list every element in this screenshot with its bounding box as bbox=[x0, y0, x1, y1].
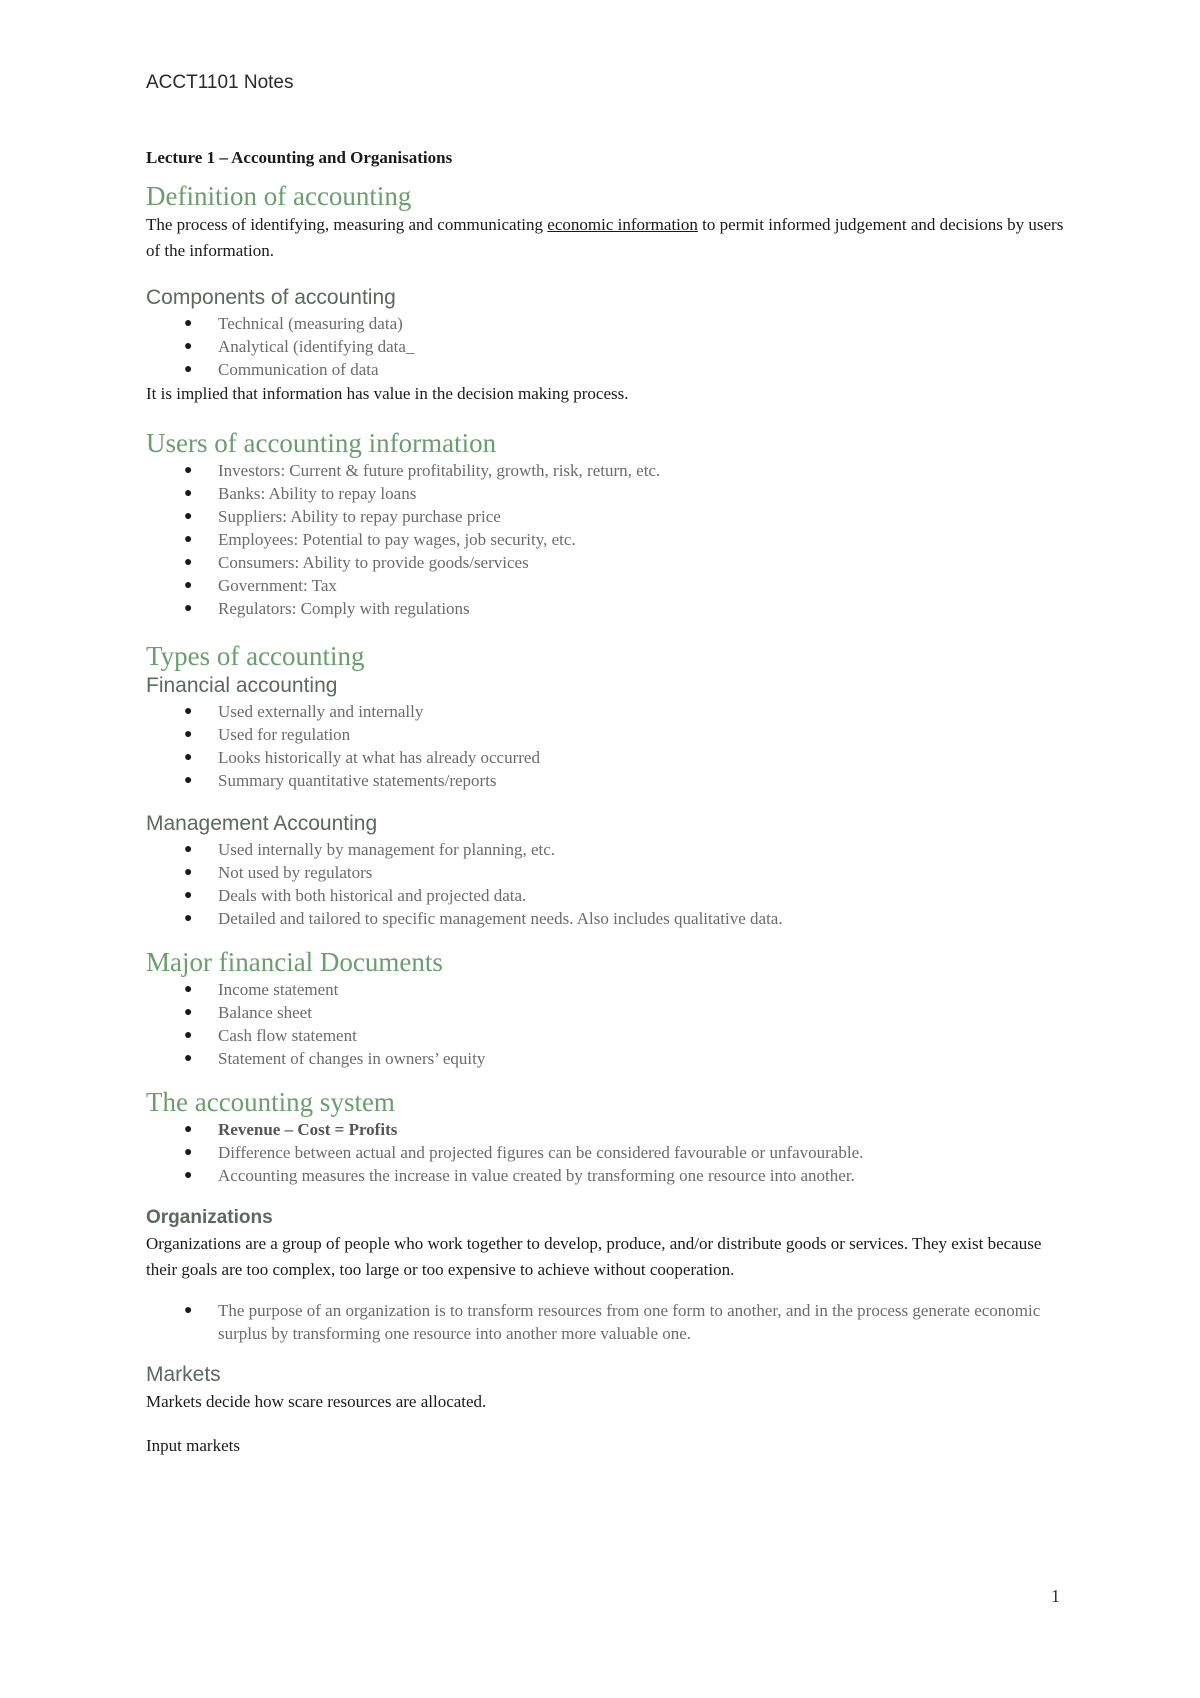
definition-text bbox=[146, 212, 1066, 264]
bullet-icon: ● bbox=[184, 842, 193, 857]
organizations-heading: Organizations bbox=[146, 1207, 273, 1228]
components-note: It is implied that information has value in the decision making process. bbox=[146, 384, 629, 403]
list-item-text: Not used by regulators bbox=[218, 863, 373, 882]
list-item bbox=[146, 907, 1066, 930]
list-item bbox=[146, 1141, 1066, 1164]
list-item-text: Banks: Ability to repay loans bbox=[218, 484, 417, 503]
list-item-text: Accounting measures the increase in value created by transforming one resource into another. bbox=[218, 1166, 855, 1185]
bullet-icon: ● bbox=[184, 509, 193, 524]
management-accounting-list bbox=[146, 838, 1066, 930]
list-item-text: Consumers: Ability to provide goods/services bbox=[218, 553, 529, 572]
list-item bbox=[146, 528, 1066, 551]
list-item-text: The purpose of an organization is to transform resources from one form to another, and in the process generate economic surplus by transforming one resource into another more valuable one. bbox=[218, 1301, 1041, 1343]
financial-accounting-list bbox=[146, 700, 1066, 792]
users-list bbox=[146, 459, 1066, 620]
bullet-icon: ● bbox=[184, 727, 193, 742]
list-item-text: Summary quantitative statements/reports bbox=[218, 771, 497, 790]
list-item bbox=[146, 505, 1066, 528]
bullet-icon: ● bbox=[184, 601, 193, 616]
list-item bbox=[146, 861, 1066, 884]
bullet-icon: ● bbox=[184, 316, 193, 331]
list-item-text: Investors: Current & future profitability, growth, risk, return, etc. bbox=[218, 461, 661, 480]
list-item-text: Communication of data bbox=[218, 360, 379, 379]
list-item-text: Statement of changes in owners’ equity bbox=[218, 1049, 486, 1068]
lecture-title: Lecture 1 – Accounting and Organisations bbox=[146, 148, 453, 167]
markets-heading: Markets bbox=[146, 1363, 221, 1386]
list-item-text: Used for regulation bbox=[218, 725, 351, 744]
bullet-icon: ● bbox=[184, 463, 193, 478]
bullet-icon: ● bbox=[184, 704, 193, 719]
list-item bbox=[146, 358, 1066, 381]
list-item bbox=[146, 574, 1066, 597]
list-item bbox=[146, 1001, 1066, 1024]
list-item-text: Government: Tax bbox=[218, 576, 337, 595]
bullet-icon: ● bbox=[184, 1051, 193, 1066]
types-heading: Types of accounting bbox=[146, 641, 365, 671]
organizations-list bbox=[146, 1299, 1066, 1345]
documents-heading: Major financial Documents bbox=[146, 947, 443, 977]
bullet-icon: ● bbox=[184, 532, 193, 547]
list-item-text: Used internally by management for planning, etc. bbox=[218, 840, 556, 859]
list-item-text: Looks historically at what has already occurred bbox=[218, 748, 540, 767]
bullet-icon: ● bbox=[184, 1168, 193, 1183]
list-item bbox=[146, 551, 1066, 574]
list-item bbox=[146, 1164, 1066, 1187]
system-heading: The accounting system bbox=[146, 1087, 395, 1117]
input-markets-text: Input markets bbox=[146, 1436, 240, 1455]
list-item-text: Employees: Potential to pay wages, job security, etc. bbox=[218, 530, 576, 549]
bullet-icon: ● bbox=[184, 750, 193, 765]
list-item-text: Revenue – Cost = Profits bbox=[218, 1120, 398, 1139]
list-item bbox=[146, 312, 1066, 335]
definition-text-part: to permit informed judgement and decisions by users of the information. bbox=[146, 215, 1064, 260]
management-accounting-heading: Management Accounting bbox=[146, 812, 378, 835]
bullet-icon: ● bbox=[184, 865, 193, 880]
list-item bbox=[146, 1299, 1066, 1345]
list-item-text: Balance sheet bbox=[218, 1003, 312, 1022]
bullet-icon: ● bbox=[184, 1145, 193, 1160]
bullet-icon: ● bbox=[184, 362, 193, 377]
bullet-icon: ● bbox=[184, 982, 193, 997]
list-item bbox=[146, 482, 1066, 505]
bullet-icon: ● bbox=[184, 1122, 193, 1137]
page-number: 1 bbox=[1051, 1586, 1060, 1606]
list-item-text: Used externally and internally bbox=[218, 702, 424, 721]
bullet-icon: ● bbox=[184, 339, 193, 354]
list-item-text: Deals with both historical and projected data. bbox=[218, 886, 527, 905]
document-body bbox=[146, 146, 1066, 1459]
list-item bbox=[146, 1024, 1066, 1047]
list-item-text: Suppliers: Ability to repay purchase price bbox=[218, 507, 501, 526]
bullet-icon: ● bbox=[184, 773, 193, 788]
system-list bbox=[146, 1118, 1066, 1187]
users-heading: Users of accounting information bbox=[146, 428, 497, 458]
list-item-text: Income statement bbox=[218, 980, 339, 999]
list-item bbox=[146, 597, 1066, 620]
list-item-text: Difference between actual and projected figures can be considered favourable or unfavourable. bbox=[218, 1143, 864, 1162]
list-item bbox=[146, 723, 1066, 746]
components-list bbox=[146, 312, 1066, 381]
bullet-icon: ● bbox=[184, 1005, 193, 1020]
bullet-icon: ● bbox=[184, 555, 193, 570]
list-item bbox=[146, 978, 1066, 1001]
list-item bbox=[146, 335, 1066, 358]
bullet-icon: ● bbox=[184, 911, 193, 926]
list-item-text: Regulators: Comply with regulations bbox=[218, 599, 470, 618]
list-item bbox=[146, 1118, 1066, 1141]
bullet-icon: ● bbox=[184, 578, 193, 593]
economic-information-link: economic information bbox=[547, 215, 698, 234]
organizations-text: Organizations are a group of people who work together to develop, produce, and/or distribute goods or services. They exist because their goals are too complex, too large or too expensive to achieve without cooperation. bbox=[146, 1234, 1042, 1279]
list-item bbox=[146, 769, 1066, 792]
bullet-icon: ● bbox=[184, 1303, 193, 1318]
list-item-text: Technical (measuring data) bbox=[218, 314, 403, 333]
definition-text-part: The process of identifying, measuring and communicating bbox=[146, 215, 548, 234]
list-item-text: Cash flow statement bbox=[218, 1026, 357, 1045]
financial-accounting-heading: Financial accounting bbox=[146, 674, 338, 697]
list-item bbox=[146, 884, 1066, 907]
list-item bbox=[146, 459, 1066, 482]
list-item bbox=[146, 746, 1066, 769]
markets-text: Markets decide how scare resources are allocated. bbox=[146, 1392, 487, 1411]
list-item-text: Detailed and tailored to specific management needs. Also includes qualitative data. bbox=[218, 909, 783, 928]
bullet-icon: ● bbox=[184, 888, 193, 903]
list-item-text: Analytical (identifying data_ bbox=[218, 337, 415, 356]
list-item bbox=[146, 1047, 1066, 1070]
documents-list bbox=[146, 978, 1066, 1070]
list-item bbox=[146, 700, 1066, 723]
header-title: ACCT1101 Notes bbox=[146, 72, 294, 93]
bullet-icon: ● bbox=[184, 1028, 193, 1043]
bullet-icon: ● bbox=[184, 486, 193, 501]
definition-heading: Definition of accounting bbox=[146, 181, 412, 211]
list-item bbox=[146, 838, 1066, 861]
components-heading: Components of accounting bbox=[146, 286, 396, 309]
